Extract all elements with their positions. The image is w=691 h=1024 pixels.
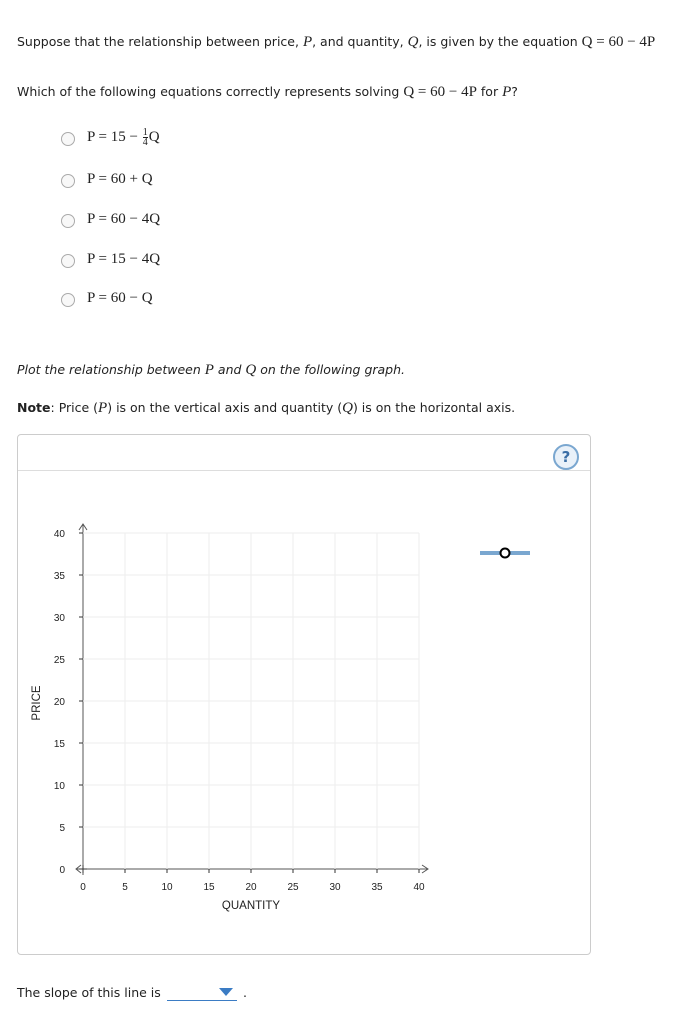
y-tick-label: 5 [59, 823, 65, 834]
x-tick-label: 40 [413, 882, 425, 893]
x-axis-label: QUANTITY [221, 900, 281, 912]
x-tick-label: 15 [203, 882, 215, 893]
x-tick-label: 30 [329, 882, 341, 893]
question-text: Which of the following equations correctly represents solving Q = 60 − 4P for P? [17, 84, 518, 100]
x-tick-label: 10 [161, 882, 173, 893]
y-tick-label: 35 [53, 571, 65, 582]
y-tick-label: 25 [53, 655, 65, 666]
option-label-3[interactable]: P = 60 − 4Q [87, 211, 161, 227]
y-axis [79, 524, 87, 875]
y-axis-label: PRICE [31, 685, 43, 721]
line-tool[interactable] [480, 549, 530, 558]
x-tick-label: 25 [287, 882, 299, 893]
x-tick-label: 20 [245, 882, 257, 893]
y-tick-label: 0 [59, 865, 65, 876]
x-tick-label: 5 [122, 882, 128, 893]
note-text: Note: Price (P) is on the vertical axis and quantity (Q) is on the horizontal axis. [17, 400, 516, 416]
y-tick-label: 20 [53, 697, 65, 708]
x-tick-label: 0 [80, 882, 86, 893]
intro-text: Suppose that the relationship between price, P, and quantity, Q, is given by the equation Q = 60 − 4P [17, 34, 656, 50]
y-tick-label: 30 [53, 613, 65, 624]
x-axis [76, 865, 428, 873]
option-label-2[interactable]: P = 60 + Q [87, 171, 153, 187]
y-tick-label: 10 [53, 781, 65, 792]
y-tick-label: 15 [53, 739, 65, 750]
option-label-5[interactable]: P = 60 − Q [87, 290, 153, 306]
plot-instructions: Plot the relationship between P and Q on the following graph. [17, 362, 406, 378]
help-icon[interactable]: ? [553, 444, 579, 470]
slope-dropdown[interactable] [167, 985, 237, 1001]
slope-text: The slope of this line is [17, 985, 161, 1000]
fraction: $\frac{1}{4}$ [142, 127, 148, 148]
option-label-4[interactable]: P = 15 − 4Q [87, 251, 161, 267]
line-tool-point[interactable] [501, 549, 510, 558]
period: . [243, 985, 247, 1000]
x-tick-label: 35 [371, 882, 383, 893]
dropdown-arrow-icon [219, 988, 233, 996]
y-tick-label: 40 [53, 529, 65, 540]
option-label-1[interactable]: P = 15 − $\frac{1}{4}$ Q [87, 127, 160, 148]
